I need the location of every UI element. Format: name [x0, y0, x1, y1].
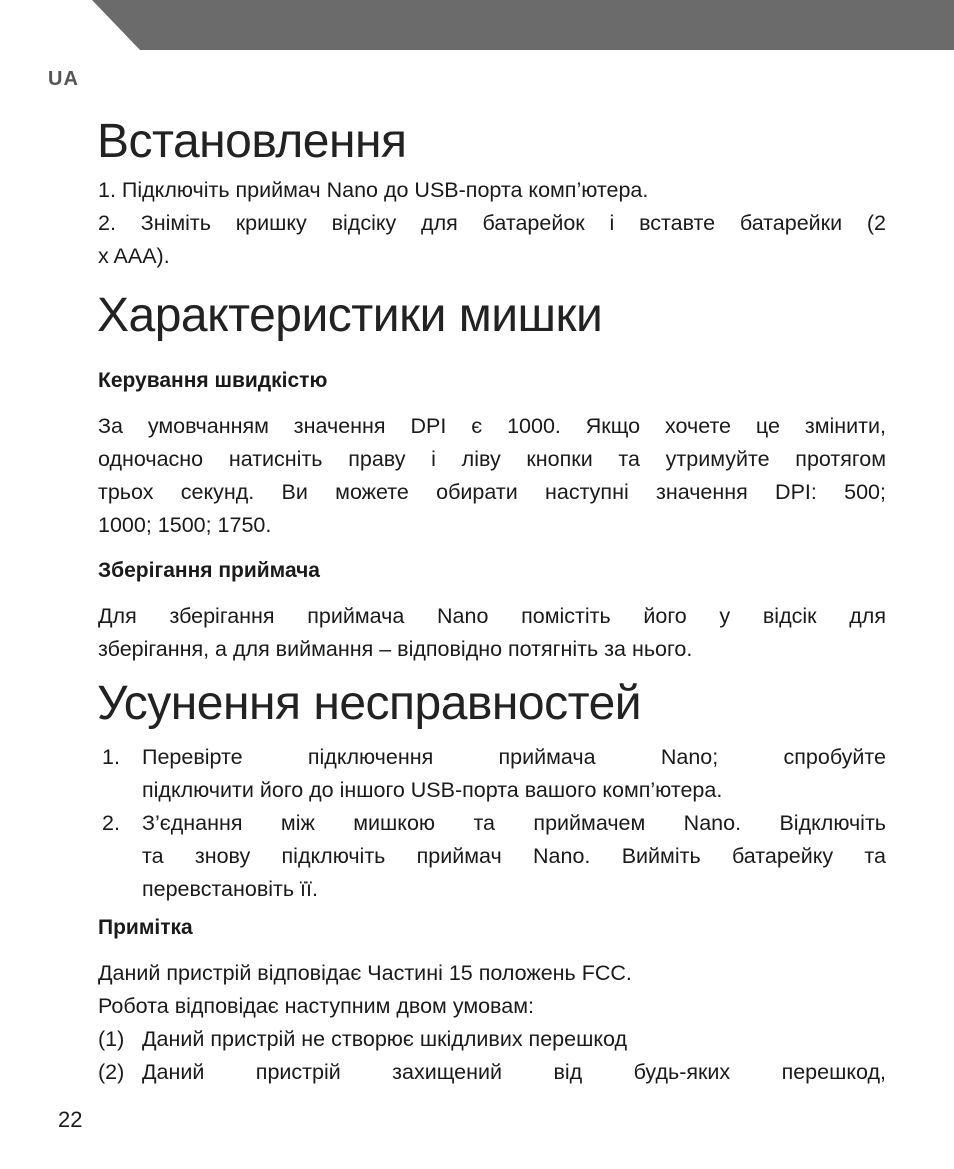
note-condition-2 — [98, 1056, 886, 1089]
note-line-1: Даний пристрій відповідає Частині 15 положень FCC. — [98, 961, 632, 985]
installation-step-2-line-1: 2. Зніміть кришку відсіку для батарейок і вставте батарейки (2 — [98, 211, 886, 235]
list-item-line: перевстановіть її. — [142, 877, 318, 901]
installation-title: Встановлення — [97, 115, 407, 168]
list-number: 1. — [102, 745, 120, 769]
storage-heading: Зберігання приймача — [98, 559, 320, 582]
speed-text-line-4: 1000; 1500; 1750. — [98, 513, 272, 537]
condition-number: (1) — [98, 1027, 125, 1051]
storage-text-line-2: зберігання, а для виймання – відповідно потягніть за нього. — [98, 637, 693, 661]
speed-heading: Керування швидкістю — [98, 369, 328, 392]
installation-step-1: 1. Підключіть приймач Nano до USB-порта комп’ютера. — [98, 178, 649, 202]
note-line-2: Робота відповідає наступним двом умовам: — [98, 994, 534, 1018]
list-number: 2. — [102, 811, 120, 835]
condition-text: Даний пристрій не створює шкідливих перешкод — [142, 1027, 627, 1051]
speed-text-line-1: За умовчанням значення DPI є 1000. Якщо хочете це змінити, — [98, 414, 886, 438]
troubleshooting-item-2 — [98, 807, 886, 906]
note-heading: Примітка — [98, 916, 193, 939]
list-item-line: З’єднання між мишкою та приймачем Nano. Відключіть — [142, 811, 886, 835]
features-title: Характеристики мишки — [97, 289, 603, 342]
list-item-line: Перевірте підключення приймача Nano; спробуйте — [142, 745, 886, 769]
troubleshooting-item-1 — [98, 741, 886, 807]
header-band-shape — [92, 0, 954, 50]
header-band — [0, 0, 954, 50]
note-condition-1 — [98, 1023, 886, 1056]
condition-text: Даний пристрій захищений від будь-яких перешкод, — [142, 1060, 886, 1084]
page-number: 22 — [58, 1107, 83, 1132]
troubleshooting-title: Усунення несправностей — [97, 677, 642, 730]
language-label: UA — [48, 68, 79, 90]
speed-text-line-2: одночасно натисніть праву і ліву кнопки та утримуйте протягом — [98, 447, 886, 471]
installation-step-2-line-2: x AAA). — [98, 244, 170, 268]
list-item-line: підключити його до іншого USB-порта вашого комп’ютера. — [142, 778, 723, 802]
speed-text-line-3: трьох секунд. Ви можете обирати наступні значення DPI: 500; — [98, 480, 886, 504]
list-item-line: та знову підключіть приймач Nano. Вийміть батарейку та — [142, 844, 886, 868]
condition-number: (2) — [98, 1060, 125, 1084]
storage-text-line-1: Для зберігання приймача Nano помістіть його у відсік для — [98, 604, 886, 628]
